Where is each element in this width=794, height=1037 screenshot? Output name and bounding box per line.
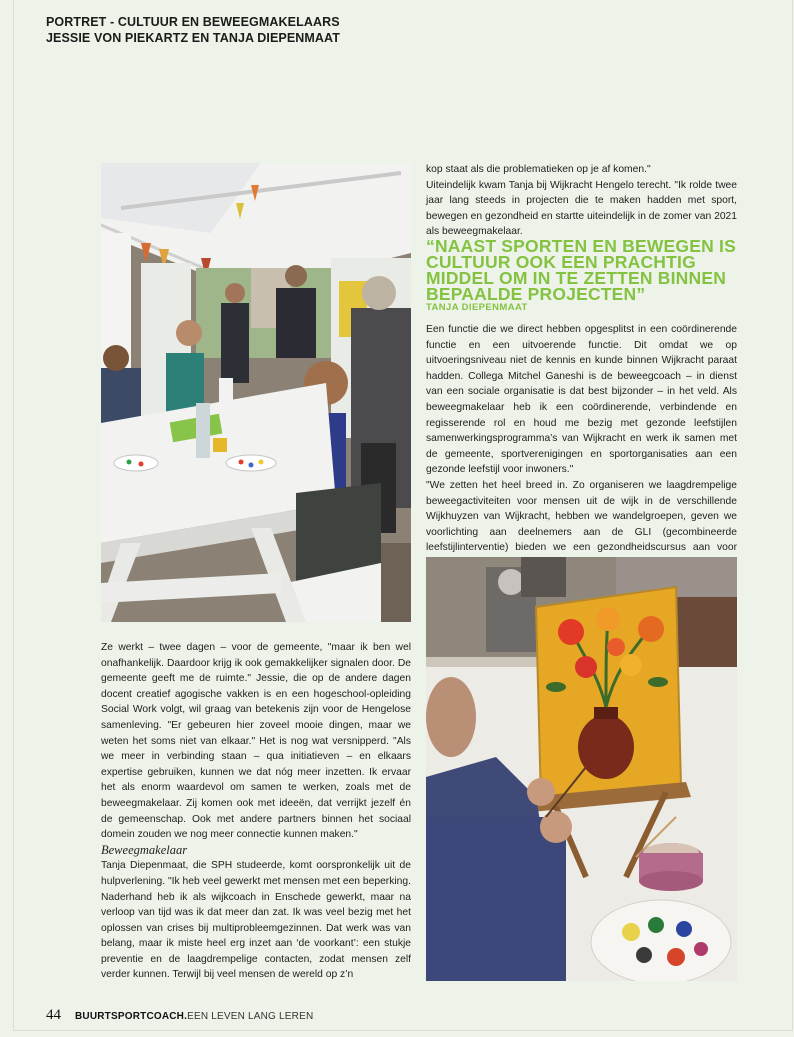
page-footer (46, 1006, 313, 1022)
page-number: 44 (46, 1007, 61, 1023)
header-line-1: PORTRET - CULTUUR EN BEWEEGMAKELAARS (46, 15, 340, 29)
right-column-top (426, 162, 737, 240)
left-column-body (101, 640, 411, 983)
brand-name: BUURTSPORTCOACH. (75, 1011, 188, 1022)
subheading-beweegmakelaar: Beweegmakelaar (101, 842, 188, 857)
right-column-body (426, 322, 737, 572)
photo-children-painting (101, 163, 411, 622)
tagline: EEN LEVEN LANG LEREN (187, 1011, 314, 1022)
paragraph: Tanja Diepenmaat, die SPH studeerde, komt oorspronkelijk uit de hulpverlening. "Ik heb veel gewerkt met mensen met een beperking. Naderhand heb ik als wijkcoach in Enschede gewerkt, maar na verloop van tijd was ik dat meer dan zat. Ik was veel bezig met het oplossen van crises bij multiprobleemgezinnen. Dat werk was van belang, maar ik miste heel erg inzet aan ‘de voorkant’: een stukje preventie en de laagdrempelige contacten, zodat mensen zelf verder kunnen. Terwijl bij veel mensen de wereld op z’n (101, 860, 411, 981)
pull-quote-author: TANJA DIEPENMAAT (426, 302, 528, 313)
page-header (46, 14, 340, 46)
footer-brand-line (75, 1006, 313, 1024)
paragraph: Uiteindelijk kwam Tanja bij Wijkracht Hengelo terecht. "Ik rolde twee jaar lang steeds in projecten die te maken hadden met sport, bewegen en gezondheid en startte uiteindelijk in de zomer van 2021 als beweegmakelaar. (426, 179, 737, 238)
paragraph: Een functie die we direct hebben opgesplitst in een coördinerende functie en een uitvoerende functie. Dit omdat we op uitvoeringsniveau niet de kennis en kunde binnen Wijkracht paraat hadden. Collega Mitchel Ganeshi is de beweegcoach – in dienst van een sociale organisatie is dat best bijzonder – in het veld. Als beweegmakelaar heb ik een coördinerende, verbindende en regisserende rol en houd me bezig met gezonde leefstijlen samenwerkingsprogramma’s van Wijkracht en werk ik samen met de gemeente, sportverenigingen en sportorganisaties aan een gezonde leefstijl voor inwoners." (426, 324, 737, 476)
pull-quote: “NAAST SPORTEN EN BEWEGEN IS CULTUUR OOK EEN PRACHTIG MIDDEL OM IN TE ZETTEN BINNEN BEPAALDE PROJECTEN” (426, 236, 736, 304)
photo-painting-easel (426, 557, 737, 981)
paragraph: Ze werkt – twee dagen – voor de gemeente, "maar ik ben wel onafhankelijk. Daardoor krijg ik ook gemakkelijker signalen door. De gemeente geeft me de ruimte." Jessie, die op de andere dagen docent creatief agogische vakken is en een hogeschool-opleiding Social Work volgt, wil graag van betekenis zijn voor de Hengelose samenleving. "Er gebeuren hier zoveel mooie dingen, maar we weten het soms niet van elkaar." Het is nog wat versnipperd. "Als we meer in verbinding staan – qua initiatieven – en elkaars expertise gebruiken, kunnen we dat nóg meer inzetten. Ik ervaar het als enorm waardevol om samen te werken, zoals met de beweegmakelaar. Zij komen ook met ideeën, dat verrijkt jezelf én de gemeenschap. Ook met andere partners binnen het sociaal domein zouden we nog meer connectie kunnen maken." (101, 642, 411, 841)
paragraph: kop staat als die problematieken op je af komen." (426, 164, 651, 175)
paragraph: "We zetten het heel breed in. Zo organiseren we laagdrempelige beweegactiviteiten voor mensen uit de wijk in de verschillende Wijkhuyzen van Wijkracht, hebben we wandelgroepen, geven we voorlichting aan deelnemers aan de GLI (gecombineerde leefstijlinterventie) bieden we een gezondheidscursus aan voor (426, 479, 737, 554)
header-line-2: JESSIE VON PIEKARTZ EN TANJA DIEPENMAAT (46, 31, 340, 45)
